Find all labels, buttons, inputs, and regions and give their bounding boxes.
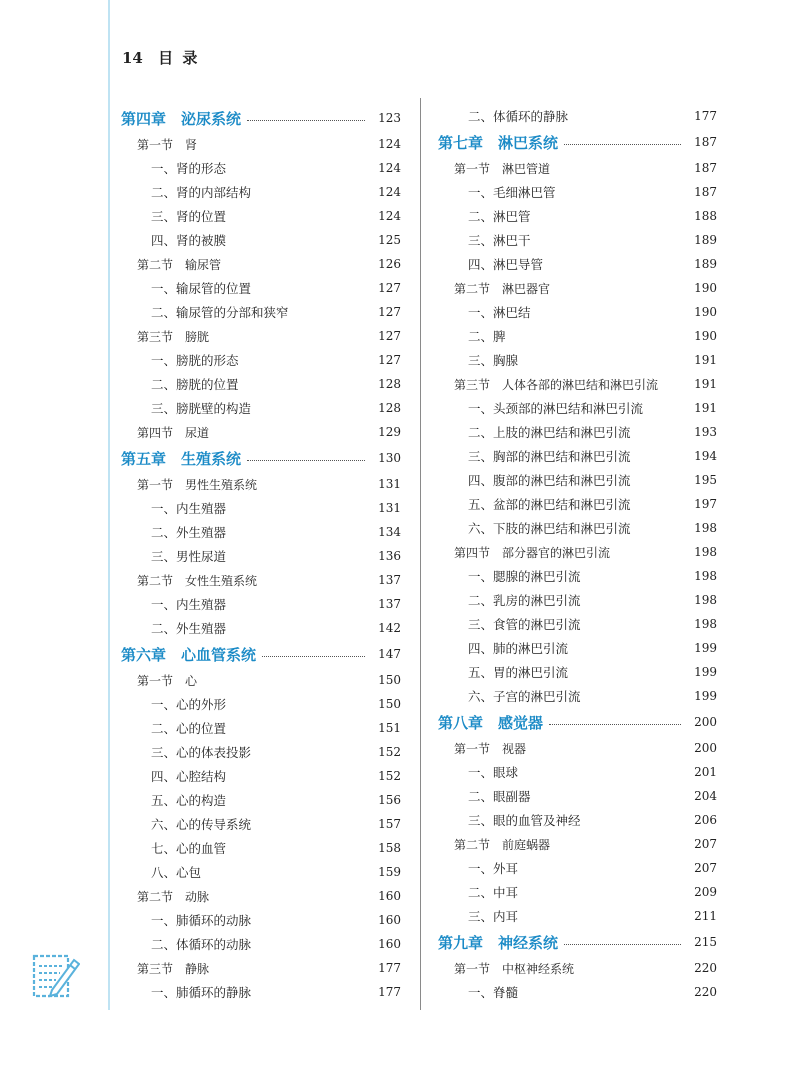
toc-item-entry[interactable] <box>438 784 717 808</box>
toc-entry-page: 127 <box>378 281 401 295</box>
toc-entry-page: 125 <box>378 233 401 247</box>
toc-item-entry[interactable] <box>438 684 717 708</box>
toc-item-entry[interactable] <box>438 180 717 204</box>
toc-entry-page: 199 <box>694 689 717 703</box>
dot-leader <box>247 120 365 121</box>
toc-entry-page: 124 <box>378 185 401 199</box>
toc-entry-page: 198 <box>694 569 717 583</box>
toc-section-entry[interactable] <box>121 884 401 908</box>
toc-chapter-entry[interactable] <box>438 708 717 736</box>
toc-entry-page: 199 <box>694 641 717 655</box>
toc-item-entry[interactable] <box>438 808 717 832</box>
toc-entry-page: 187 <box>694 185 717 199</box>
toc-item-entry[interactable] <box>121 812 401 836</box>
toc-entry-label: 第二节 前庭蜗器 <box>454 837 551 852</box>
toc-entry-page: 152 <box>378 769 401 783</box>
toc-chapter-entry[interactable] <box>438 128 717 156</box>
toc-entry-label: 二、脾 <box>468 329 506 344</box>
toc-item-entry[interactable] <box>438 564 717 588</box>
toc-entry-page: 191 <box>694 401 717 415</box>
toc-item-entry[interactable] <box>121 860 401 884</box>
toc-entry-label: 一、肺循环的动脉 <box>151 913 252 928</box>
toc-entry-page: 206 <box>694 813 717 827</box>
toc-entry-page: 220 <box>694 961 717 975</box>
toc-entry-page: 127 <box>378 305 401 319</box>
toc-item-entry[interactable] <box>438 204 717 228</box>
toc-entry-label: 六、下肢的淋巴结和淋巴引流 <box>468 521 631 536</box>
toc-entry-page: 157 <box>378 817 401 831</box>
toc-entry-label: 二、眼副器 <box>468 789 531 804</box>
toc-entry-label: 第七章 淋巴系统 <box>438 133 559 152</box>
toc-entry-page: 204 <box>694 789 717 803</box>
toc-entry-label: 三、膀胱壁的构造 <box>151 401 252 416</box>
toc-item-entry[interactable] <box>121 764 401 788</box>
toc-item-entry[interactable] <box>121 180 401 204</box>
toc-item-entry[interactable] <box>438 468 717 492</box>
toc-section-entry[interactable] <box>121 324 401 348</box>
toc-entry-label: 第一节 中枢神经系统 <box>454 961 575 976</box>
toc-item-entry[interactable] <box>438 420 717 444</box>
toc-entry-page: 207 <box>694 861 717 875</box>
toc-entry-page: 177 <box>378 985 401 999</box>
toc-entry-label: 二、淋巴管 <box>468 209 531 224</box>
toc-entry-label: 第四章 泌尿系统 <box>121 109 242 128</box>
toc-entry-label: 一、眼球 <box>468 765 519 780</box>
toc-item-entry[interactable] <box>121 932 401 956</box>
toc-entry-page: 124 <box>378 209 401 223</box>
toc-entry-label: 第八章 感觉器 <box>438 713 544 732</box>
toc-entry-label: 一、心的外形 <box>151 697 227 712</box>
toc-entry-page: 129 <box>378 425 401 439</box>
toc-item-entry[interactable] <box>438 396 717 420</box>
toc-entry-label: 四、腹部的淋巴结和淋巴引流 <box>468 473 631 488</box>
toc-item-entry[interactable] <box>121 716 401 740</box>
toc-entry-label: 第一节 视器 <box>454 741 527 756</box>
toc-entry-page: 150 <box>378 697 401 711</box>
toc-section-entry[interactable] <box>121 568 401 592</box>
toc-entry-page: 151 <box>378 721 401 735</box>
toc-section-entry[interactable] <box>438 736 717 760</box>
toc-entry-page: 131 <box>378 477 401 491</box>
toc-entry-label: 六、子宫的淋巴引流 <box>468 689 581 704</box>
toc-item-entry[interactable] <box>438 588 717 612</box>
toc-right-column <box>438 104 717 1004</box>
toc-entry-label: 三、胸部的淋巴结和淋巴引流 <box>468 449 631 464</box>
toc-entry-label: 一、腮腺的淋巴引流 <box>468 569 581 584</box>
toc-item-entry[interactable] <box>121 372 401 396</box>
toc-entry-label: 七、心的血管 <box>151 841 227 856</box>
toc-entry-page: 197 <box>694 497 717 511</box>
toc-section-entry[interactable] <box>121 668 401 692</box>
toc-entry-page: 198 <box>694 593 717 607</box>
toc-entry-label: 第三节 膀胱 <box>137 329 210 344</box>
toc-section-entry[interactable] <box>438 372 717 396</box>
toc-item-entry[interactable] <box>438 324 717 348</box>
toc-entry-label: 第四节 部分器官的淋巴引流 <box>454 545 611 560</box>
toc-entry-label: 第三节 人体各部的淋巴结和淋巴引流 <box>454 377 659 392</box>
toc-entry-page: 198 <box>694 545 717 559</box>
dot-leader <box>549 724 681 725</box>
toc-entry-page: 128 <box>378 401 401 415</box>
toc-entry-label: 五、心的构造 <box>151 793 227 808</box>
toc-entry-page: 124 <box>378 137 401 151</box>
toc-entry-page: 201 <box>694 765 717 779</box>
toc-entry-label: 五、胃的淋巴引流 <box>468 665 569 680</box>
toc-section-entry[interactable] <box>438 540 717 564</box>
toc-entry-label: 四、肾的被膜 <box>151 233 227 248</box>
toc-item-entry[interactable] <box>438 516 717 540</box>
toc-entry-label: 二、体循环的静脉 <box>468 109 569 124</box>
toc-entry-label: 三、肾的位置 <box>151 209 227 224</box>
toc-entry-page: 190 <box>694 305 717 319</box>
toc-item-entry[interactable] <box>438 612 717 636</box>
toc-entry-page: 198 <box>694 617 717 631</box>
toc-entry-label: 第六章 心血管系统 <box>121 645 257 664</box>
toc-item-entry[interactable] <box>121 156 401 180</box>
toc-item-entry[interactable] <box>438 492 717 516</box>
toc-item-entry[interactable] <box>438 636 717 660</box>
toc-section-entry[interactable] <box>438 156 717 180</box>
toc-entry-label: 一、外耳 <box>468 861 519 876</box>
toc-entry-label: 三、心的体表投影 <box>151 745 252 760</box>
toc-item-entry[interactable] <box>121 544 401 568</box>
toc-item-entry[interactable] <box>121 520 401 544</box>
toc-item-entry[interactable] <box>121 980 401 1004</box>
toc-chapter-entry[interactable] <box>121 104 401 132</box>
toc-entry-page: 200 <box>694 741 717 755</box>
dot-leader <box>247 460 365 461</box>
toc-entry-page: 160 <box>378 937 401 951</box>
toc-entry-label: 二、体循环的动脉 <box>151 937 252 952</box>
toc-entry-label: 第三节 静脉 <box>137 961 210 976</box>
toc-entry-page: 187 <box>694 135 717 149</box>
toc-entry-page: 130 <box>378 451 401 465</box>
toc-entry-label: 四、肺的淋巴引流 <box>468 641 569 656</box>
toc-entry-label: 二、乳房的淋巴引流 <box>468 593 581 608</box>
toc-entry-page: 124 <box>378 161 401 175</box>
toc-item-entry[interactable] <box>121 276 401 300</box>
toc-entry-page: 189 <box>694 257 717 271</box>
toc-item-entry[interactable] <box>121 908 401 932</box>
toc-item-entry[interactable] <box>438 904 717 928</box>
toc-entry-page: 189 <box>694 233 717 247</box>
toc-entry-label: 三、食管的淋巴引流 <box>468 617 581 632</box>
toc-chapter-entry[interactable] <box>121 444 401 472</box>
toc-entry-label: 一、头颈部的淋巴结和淋巴引流 <box>468 401 644 416</box>
toc-left-column <box>121 104 401 1004</box>
dot-leader <box>564 144 681 145</box>
toc-item-entry[interactable] <box>121 348 401 372</box>
toc-entry-label: 三、眼的血管及神经 <box>468 813 581 828</box>
toc-item-entry[interactable] <box>438 856 717 880</box>
toc-entry-label: 一、膀胱的形态 <box>151 353 239 368</box>
toc-entry-label: 一、脊髓 <box>468 985 519 1000</box>
toc-entry-label: 八、心包 <box>151 865 202 880</box>
toc-item-entry[interactable] <box>438 104 717 128</box>
page-header <box>122 47 199 68</box>
toc-item-entry[interactable] <box>121 592 401 616</box>
toc-entry-page: 195 <box>694 473 717 487</box>
dot-leader <box>262 656 365 657</box>
toc-section-entry[interactable] <box>438 956 717 980</box>
toc-entry-page: 190 <box>694 329 717 343</box>
toc-entry-page: 137 <box>378 597 401 611</box>
toc-entry-page: 194 <box>694 449 717 463</box>
toc-entry-label: 五、盆部的淋巴结和淋巴引流 <box>468 497 631 512</box>
toc-item-entry[interactable] <box>438 228 717 252</box>
toc-entry-label: 第九章 神经系统 <box>438 933 559 952</box>
toc-entry-page: 156 <box>378 793 401 807</box>
notebook-pencil-icon <box>30 950 80 1002</box>
toc-entry-label: 二、上肢的淋巴结和淋巴引流 <box>468 425 631 440</box>
toc-entry-label: 二、肾的内部结构 <box>151 185 252 200</box>
toc-entry-label: 第一节 男性生殖系统 <box>137 477 258 492</box>
toc-entry-page: 160 <box>378 913 401 927</box>
toc-entry-label: 二、膀胱的位置 <box>151 377 239 392</box>
toc-item-entry[interactable] <box>438 444 717 468</box>
toc-entry-page: 134 <box>378 525 401 539</box>
toc-section-entry[interactable] <box>438 832 717 856</box>
toc-entry-label: 第二节 淋巴器官 <box>454 281 551 296</box>
toc-entry-page: 191 <box>694 377 717 391</box>
toc-section-entry[interactable] <box>121 420 401 444</box>
toc-item-entry[interactable] <box>121 788 401 812</box>
toc-item-entry[interactable] <box>438 348 717 372</box>
toc-entry-page: 158 <box>378 841 401 855</box>
toc-entry-page: 188 <box>694 209 717 223</box>
toc-entry-page: 187 <box>694 161 717 175</box>
toc-chapter-entry[interactable] <box>121 640 401 668</box>
toc-item-entry[interactable] <box>121 496 401 520</box>
toc-item-entry[interactable] <box>438 880 717 904</box>
toc-entry-label: 一、毛细淋巴管 <box>468 185 556 200</box>
toc-entry-label: 一、内生殖器 <box>151 501 227 516</box>
toc-item-entry[interactable] <box>438 980 717 1004</box>
toc-entry-label: 第四节 尿道 <box>137 425 210 440</box>
toc-entry-page: 159 <box>378 865 401 879</box>
toc-entry-page: 160 <box>378 889 401 903</box>
toc-entry-label: 六、心的传导系统 <box>151 817 252 832</box>
toc-item-entry[interactable] <box>438 252 717 276</box>
toc-entry-label: 一、肾的形态 <box>151 161 227 176</box>
column-divider <box>420 98 421 1010</box>
toc-item-entry[interactable] <box>438 660 717 684</box>
toc-entry-label: 一、肺循环的静脉 <box>151 985 252 1000</box>
toc-entry-page: 147 <box>378 647 401 661</box>
toc-entry-page: 207 <box>694 837 717 851</box>
toc-entry-page: 128 <box>378 377 401 391</box>
toc-entry-label: 四、淋巴导管 <box>468 257 544 272</box>
dot-leader <box>564 944 681 945</box>
toc-entry-page: 177 <box>378 961 401 975</box>
toc-entry-page: 150 <box>378 673 401 687</box>
toc-entry-label: 二、外生殖器 <box>151 621 227 636</box>
toc-entry-page: 137 <box>378 573 401 587</box>
toc-entry-page: 220 <box>694 985 717 999</box>
toc-entry-label: 第二节 女性生殖系统 <box>137 573 258 588</box>
toc-item-entry[interactable] <box>121 740 401 764</box>
toc-item-entry[interactable] <box>121 836 401 860</box>
toc-item-entry[interactable] <box>121 228 401 252</box>
toc-item-entry[interactable] <box>121 616 401 640</box>
toc-entry-label: 第一节 肾 <box>137 137 198 152</box>
toc-entry-page: 193 <box>694 425 717 439</box>
toc-section-entry[interactable] <box>121 132 401 156</box>
toc-entry-page: 211 <box>694 909 717 923</box>
toc-entry-page: 209 <box>694 885 717 899</box>
toc-entry-label: 第二节 输尿管 <box>137 257 222 272</box>
toc-entry-label: 三、内耳 <box>468 909 519 924</box>
toc-entry-page: 191 <box>694 353 717 367</box>
toc-entry-label: 二、外生殖器 <box>151 525 227 540</box>
toc-entry-page: 200 <box>694 715 717 729</box>
toc-entry-label: 第二节 动脉 <box>137 889 210 904</box>
toc-item-entry[interactable] <box>121 204 401 228</box>
toc-entry-label: 三、淋巴干 <box>468 233 531 248</box>
toc-section-entry[interactable] <box>121 956 401 980</box>
toc-entry-page: 190 <box>694 281 717 295</box>
toc-section-entry[interactable] <box>121 252 401 276</box>
toc-entry-page: 127 <box>378 329 401 343</box>
page-number: 14 <box>122 49 143 67</box>
toc-entry-label: 二、输尿管的分部和狭窄 <box>151 305 289 320</box>
toc-entry-label: 一、内生殖器 <box>151 597 227 612</box>
toc-entry-page: 123 <box>378 111 401 125</box>
toc-entry-label: 第一节 心 <box>137 673 198 688</box>
toc-entry-label: 第一节 淋巴管道 <box>454 161 551 176</box>
toc-entry-label: 第五章 生殖系统 <box>121 449 242 468</box>
margin-line <box>108 0 110 1010</box>
toc-entry-label: 一、输尿管的位置 <box>151 281 252 296</box>
toc-entry-label: 一、淋巴结 <box>468 305 531 320</box>
toc-entry-page: 127 <box>378 353 401 367</box>
toc-entry-page: 177 <box>694 109 717 123</box>
toc-section-entry[interactable] <box>121 472 401 496</box>
toc-section-entry[interactable] <box>438 276 717 300</box>
toc-item-entry[interactable] <box>121 692 401 716</box>
toc-item-entry[interactable] <box>121 300 401 324</box>
toc-entry-page: 126 <box>378 257 401 271</box>
toc-entry-page: 136 <box>378 549 401 563</box>
toc-entry-page: 215 <box>694 935 717 949</box>
toc-item-entry[interactable] <box>438 300 717 324</box>
toc-entry-label: 二、心的位置 <box>151 721 227 736</box>
toc-entry-page: 142 <box>378 621 401 635</box>
toc-item-entry[interactable] <box>121 396 401 420</box>
toc-entry-page: 199 <box>694 665 717 679</box>
toc-item-entry[interactable] <box>438 760 717 784</box>
toc-entry-page: 131 <box>378 501 401 515</box>
header-title: 目 录 <box>158 49 200 67</box>
toc-entry-label: 三、男性尿道 <box>151 549 227 564</box>
toc-entry-label: 二、中耳 <box>468 885 519 900</box>
toc-entry-label: 三、胸腺 <box>468 353 519 368</box>
toc-entry-page: 152 <box>378 745 401 759</box>
toc-chapter-entry[interactable] <box>438 928 717 956</box>
toc-entry-label: 四、心腔结构 <box>151 769 227 784</box>
toc-entry-page: 198 <box>694 521 717 535</box>
